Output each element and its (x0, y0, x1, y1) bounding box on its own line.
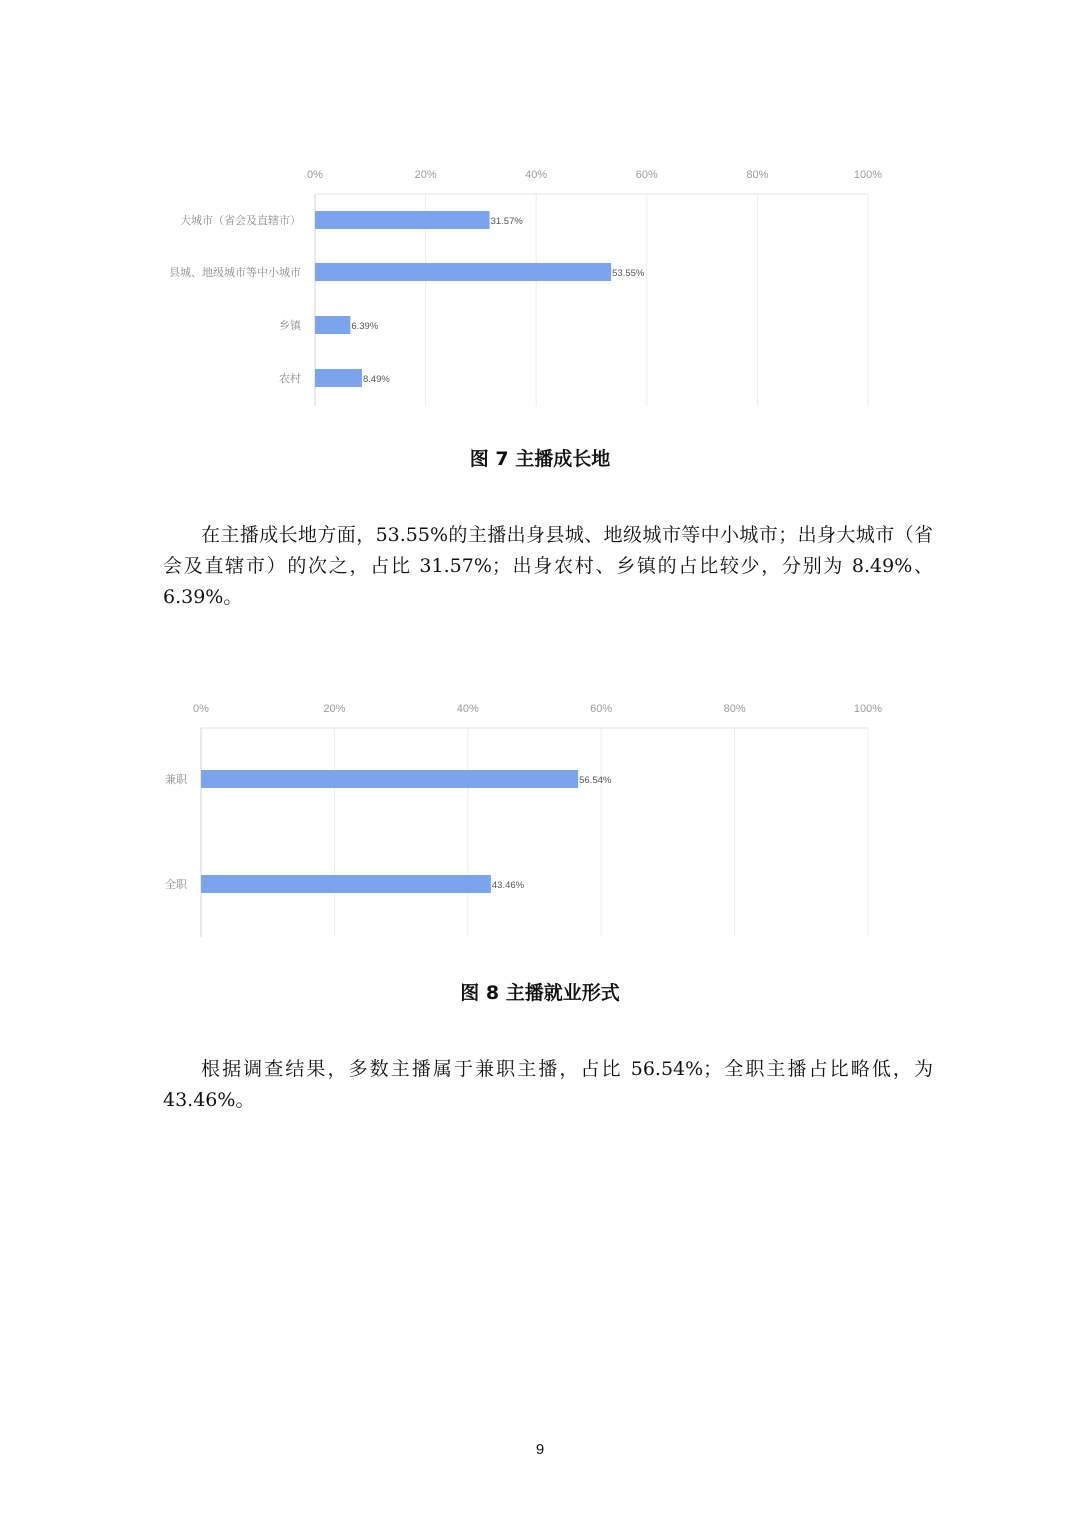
page-number: 9 (535, 1441, 545, 1458)
bar (201, 770, 578, 788)
value-label: 53.55% (612, 268, 645, 279)
tick-label: 20% (323, 703, 346, 715)
bar (315, 316, 350, 334)
tick-label: 60% (590, 703, 613, 715)
tick-label: 100% (853, 169, 883, 181)
tick-label: 100% (853, 703, 883, 715)
bar (201, 875, 491, 893)
tick-label: 80% (746, 169, 769, 181)
paragraph-employment: 根据调查结果，多数主播属于兼职主播，占比 56.54%；全职主播占比略低，为 43.46%。 (163, 1058, 933, 1111)
category-label: 县城、地级城市等中小城市 (169, 266, 301, 279)
chart-employment-form (0, 694, 1080, 944)
tick-label: 40% (525, 169, 548, 181)
value-label: 8.49% (362, 374, 390, 385)
category-label: 乡镇 (279, 319, 301, 332)
value-label: 56.54% (579, 775, 612, 786)
chart-anchor-hometown (0, 160, 1080, 410)
tick-label: 80% (723, 703, 746, 715)
bar (315, 369, 362, 387)
tick-label: 60% (635, 169, 658, 181)
tick-label: 0% (193, 703, 209, 715)
bar (315, 211, 490, 229)
category-label: 全职 (165, 878, 187, 891)
figure8-caption: 图 8 主播就业形式 (460, 982, 620, 1004)
tick-label: 0% (307, 169, 323, 181)
category-label: 大城市（省会及直辖市） (180, 214, 301, 227)
tick-label: 40% (456, 703, 479, 715)
figure7-caption: 图 7 主播成长地 (469, 448, 611, 470)
value-label: 43.46% (491, 880, 525, 891)
category-label: 农村 (279, 372, 301, 385)
bar-chart-employment (0, 694, 1080, 944)
value-label: 31.57% (490, 216, 523, 227)
value-label: 6.39% (351, 321, 379, 332)
paragraph-hometown: 在主播成长地方面，53.55%的主播出身县城、地级城市等中小城市；出身大城市（省会及直辖市）的次之，占比 31.57%；出身农村、乡镇的占比较少，分别为 8.49%、6.39%。 (163, 524, 933, 608)
bar-chart-hometown (0, 160, 1080, 410)
bar (315, 263, 611, 281)
category-label: 兼职 (165, 773, 187, 786)
tick-label: 20% (414, 169, 437, 181)
